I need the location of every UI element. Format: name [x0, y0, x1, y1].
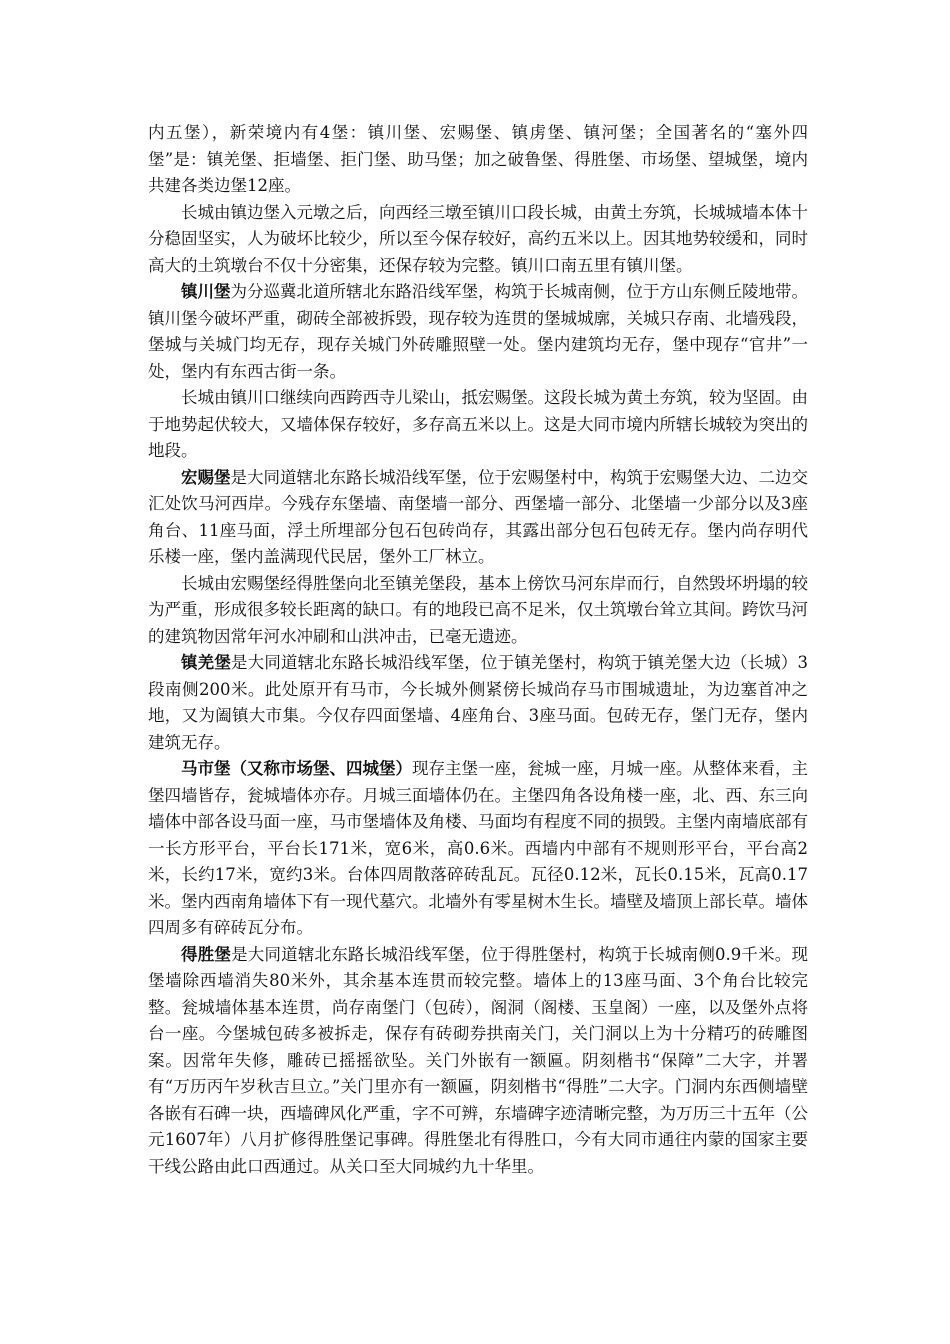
paragraph-lead: 得胜堡 [181, 944, 232, 964]
paragraph-intro-forts [148, 120, 808, 200]
paragraph-text: 长城由镇川口继续向西跨西寺儿梁山，抵宏赐堡。这段长城为黄土夯筑，较为坚固。由于地势起伏较大，又墙体保存较好，多存高五米以上。这是大同市境内所辖长城较为突出的地段。 [148, 388, 808, 460]
paragraph-lead: 宏赐堡 [181, 467, 231, 487]
paragraph-text: 长城由镇边堡入元墩之后，向西经三墩至镇川口段长城，由黄土夯筑，长城城墙本体十分稳固坚实，人为破坏比较少，所以至今保存较好，高约五米以上。因其地势较缓和，同时高大的土筑墩台不仅十分密集，还保存较为完整。镇川口南五里有镇川堡。 [148, 202, 808, 275]
paragraph-text: 现存主堡一座，瓮城一座，月城一座。从整体来看，主堡四墙皆存，瓮城墙体亦存。月城三面墙体仍在。主堡四角各设角楼一座，北、西、东三向墙体中部各设马面一座，马市堡墙体及角楼、马面均有程度不同的损毁。主堡内南墙底部有一长方形平台，平台长171米，宽6米，高0.6米。西墙内中部有不规则形平台，平台高2米，长约17米，宽约3米。台体四周散落碎砖乱瓦。瓦径0.12米，瓦长0.15米，瓦高0.17米。堡内西南角墙体下有一现代墓穴。北墙外有零星树木生长。墙壁及墙顶上部长草。墙体四周多有碎砖瓦分布。 [148, 759, 808, 937]
paragraph-zhenqiangbao [148, 650, 808, 756]
paragraph-great-wall-zhenqiangbao [148, 571, 808, 651]
paragraph-text: 内五堡），新荣境内有4堡：镇川堡、宏赐堡、镇虏堡、镇河堡；全国著名的“塞外四堡”是：镇羌堡、拒墙堡、拒门堡、助马堡；加之破鲁堡、得胜堡、市场堡、望城堡，境内共建各类边堡12座。 [148, 123, 808, 195]
paragraph-lead: 镇川堡 [181, 282, 231, 301]
paragraph-mashibao [148, 756, 808, 942]
paragraph-zhenchuanbao [148, 279, 808, 385]
paragraph-lead: 镇羌堡 [181, 653, 231, 672]
paragraph-great-wall-zhenchuankou [148, 200, 808, 280]
paragraph-text: 是大同道辖北东路长城沿线军堡，位于镇羌堡村，构筑于镇羌堡大边（长城）3段南侧200米。此处原开有马市，今长城外侧紧傍长城尚存马市围城遗址，为边塞首冲之地，又为阖镇大市集。今仅存四面堡墙、4座角台、3座马面。包砖无存，堡门无存，堡内建筑无存。 [148, 653, 809, 752]
paragraph-text: 是大同道辖北东路长城沿线军堡，位于得胜堡村，构筑于长城南侧0.9千米。现堡墙除西墙消失80米外，其余基本连贯而较完整。墙体上的13座马面、3个角台比较完整。瓮城墙体基本连贯，尚存南堡门（包砖），阁洞（阁楼、玉皇阁）一座，以及堡外点将台一座。今堡城包砖多被拆走，保存有砖砌券拱南关门，关门洞以上为十分精巧的砖雕图案。因常年失修，雕砖已摇摇欲坠。关门外嵌有一额匾。阴刻楷书“保障”二大字，并署有“万历丙午岁秋吉旦立。”关门里亦有一额匾，阴刻楷书“得胜”二大字。门洞内东西侧墙壁各嵌有石碑一块，西墙碑风化严重，字不可辨，东墙碑字迹清晰完整，为万历三十五年（公元1607年）八月扩修得胜堡记事碑。得胜堡北有得胜口，今有大同市通往内蒙的国家主要干线公路由此口西通过。从关口至大同城约九十华里。 [148, 944, 808, 1176]
paragraph-deshengbao [148, 942, 808, 1181]
paragraph-text: 长城由宏赐堡经得胜堡向北至镇羌堡段，基本上傍饮马河东岸而行，自然毁坏坍塌的较为严重，形成很多较长距离的缺口。有的地段已高不足米，仅土筑墩台耸立其间。跨饮马河的建筑物因常年河水冲刷和山洪冲击，已毫无遗迹。 [148, 573, 808, 646]
paragraph-hongcibao [148, 465, 808, 571]
paragraph-lead: 马市堡（又称市场堡、四城堡） [181, 759, 412, 778]
document-body [148, 120, 808, 1180]
paragraph-text: 是大同道辖北东路长城沿线军堡，位于宏赐堡村中，构筑于宏赐堡大边、二边交汇处饮马河西岸。今残存东堡墙、南堡墙一部分、西堡墙一部分、北堡墙一少部分以及3座角台、11座马面，浮土所埋部分包石包砖尚存，其露出部分包石包砖无存。堡内尚存明代乐楼一座，堡内盖满现代民居，堡外工厂林立。 [148, 467, 808, 566]
paragraph-text: 为分巡冀北道所辖北东路沿线军堡，构筑于长城南侧，位于方山东侧丘陵地带。镇川堡今破坏严重，砌砖全部被拆毁，现存较为连贯的堡城城廓，关城只存南、北墙残段，堡城与关城门均无存，现存关城门外砖雕照壁一处。堡内建筑均无存，堡中现存“官井”一处，堡内有东西古街一条。 [148, 282, 808, 381]
paragraph-great-wall-hongcibao [148, 385, 808, 465]
